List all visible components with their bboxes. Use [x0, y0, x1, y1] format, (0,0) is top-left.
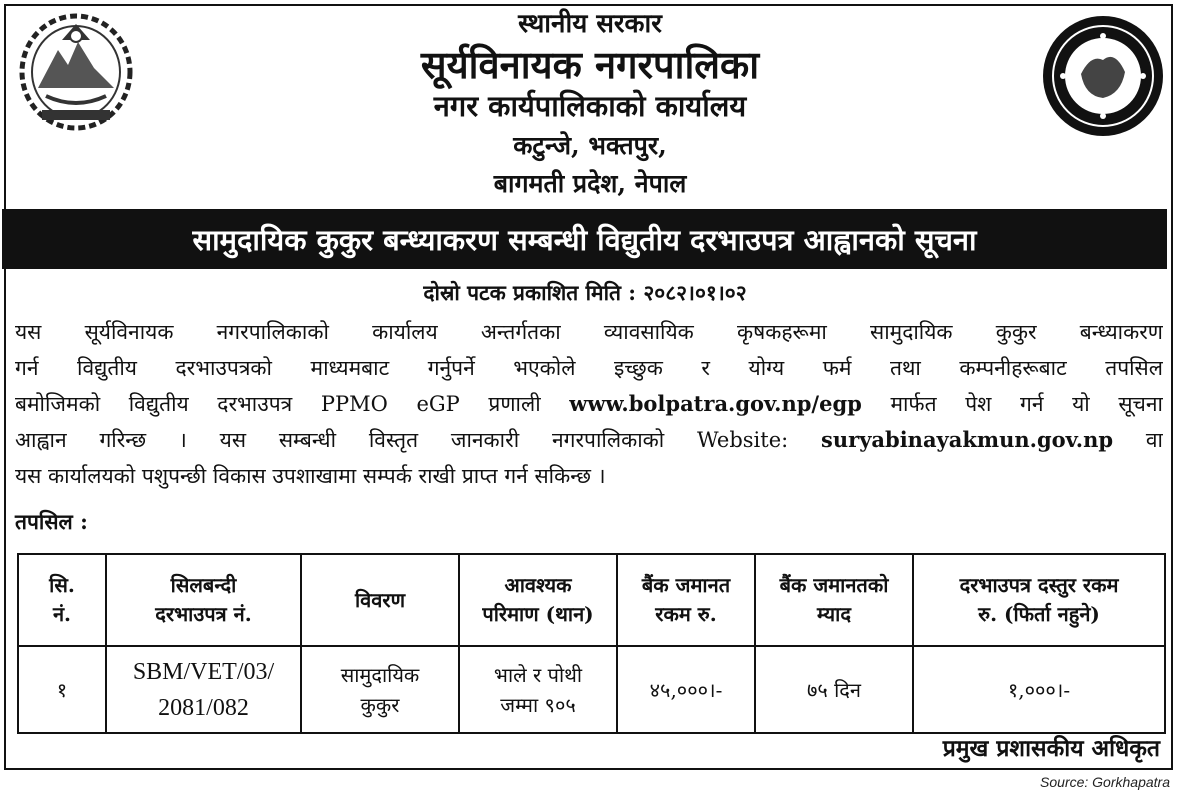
header-bid-fee: दरभाउपत्र दस्तुर रकम रु. (फिर्ता नहुने) [913, 554, 1165, 646]
cell-quantity: भाले र पोथी जम्मा ९०५ [459, 646, 617, 733]
body-line-5: यस कार्यालयको पशुपन्छी विकास उपशाखामा सम्पर्क राखी प्राप्त गर्न सकिन्छ । [15, 464, 606, 488]
cell-fee: १,०००।- [913, 646, 1165, 733]
bolpatra-link[interactable]: www.bolpatra.gov.np/egp [569, 391, 862, 416]
cell-description: सामुदायिक कुकुर [301, 646, 459, 733]
body-line-3 [15, 390, 1163, 418]
nepal-government-emblem-icon [16, 10, 136, 134]
notice-title: सामुदायिक कुकुर बन्ध्याकरण सम्बन्धी विद्युतीय दरभाउपत्र आह्वानको सूचना [192, 222, 977, 257]
address-line-2: बागमती प्रदेश, नेपाल [493, 169, 687, 198]
table-header-row [18, 554, 1165, 646]
municipality-name: सूर्यविनायक नगरपालिका [420, 43, 760, 87]
body-line-4-text-b: वा [1145, 428, 1163, 452]
cell-sn: १ [18, 646, 106, 733]
address-line-1: कटुन्जे, भक्तपुर, [513, 131, 667, 160]
body-line-1: यस सूर्यविनायक नगरपालिकाको कार्यालय अन्तर्गतका व्यावसायिक कृषकहरूमा सामुदायिक कुकुर बन्ध्याकरण [15, 320, 1163, 344]
cell-validity: ७५ दिन [755, 646, 913, 733]
municipality-seal-icon [1041, 14, 1165, 138]
source-credit: Source: Gorkhapatra [1040, 774, 1170, 790]
tender-table [17, 553, 1166, 734]
header-bank-guarantee-validity: बैंक जमानतको म्याद [755, 554, 913, 646]
body-line-4 [15, 426, 1163, 454]
table-row [18, 646, 1165, 733]
header-bank-guarantee-amount: बैंक जमानत रकम रु. [617, 554, 755, 646]
publication-date: दोस्रो पटक प्रकाशित मिति : २०८२।०१।०२ [423, 280, 747, 305]
cell-ref-no: SBM/VET/03/ 2081/082 [106, 646, 301, 733]
header-local-government: स्थानीय सरकार [518, 9, 662, 39]
cell-guarantee-amount: ४५,०००।- [617, 646, 755, 733]
office-name: नगर कार्यपालिकाको कार्यालय [433, 89, 747, 123]
header-quantity: आवश्यक परिमाण (थान) [459, 554, 617, 646]
signatory-title: प्रमुख प्रशासकीय अधिकृत [942, 735, 1160, 762]
header-sealed-bid-no: सिलबन्दी दरभाउपत्र नं. [106, 554, 301, 646]
header-description: विवरण [301, 554, 459, 646]
body-line-4-text-a: आह्वान गरिन्छ । यस सम्बन्धी विस्तृत जानकारी नगरपालिकाको Website: [15, 428, 789, 452]
header-sn: सि. नं. [18, 554, 106, 646]
notice-title-banner [2, 209, 1167, 269]
body-line-2: गर्न विद्युतीय दरभाउपत्रको माध्यमबाट गर्नुपर्ने भएकोले इच्छुक र योग्य फर्म तथा कम्पनीहरूबाट तपसिल [15, 356, 1163, 380]
body-line-3-text-b: मार्फत पेश गर्न यो सूचना [890, 392, 1163, 416]
body-line-3-text-a: बमोजिमको विद्युतीय दरभाउपत्र PPMO eGP प्रणाली [15, 392, 541, 416]
website-link[interactable]: suryabinayakmun.gov.np [821, 427, 1114, 452]
schedule-label: तपसिल : [15, 509, 88, 534]
